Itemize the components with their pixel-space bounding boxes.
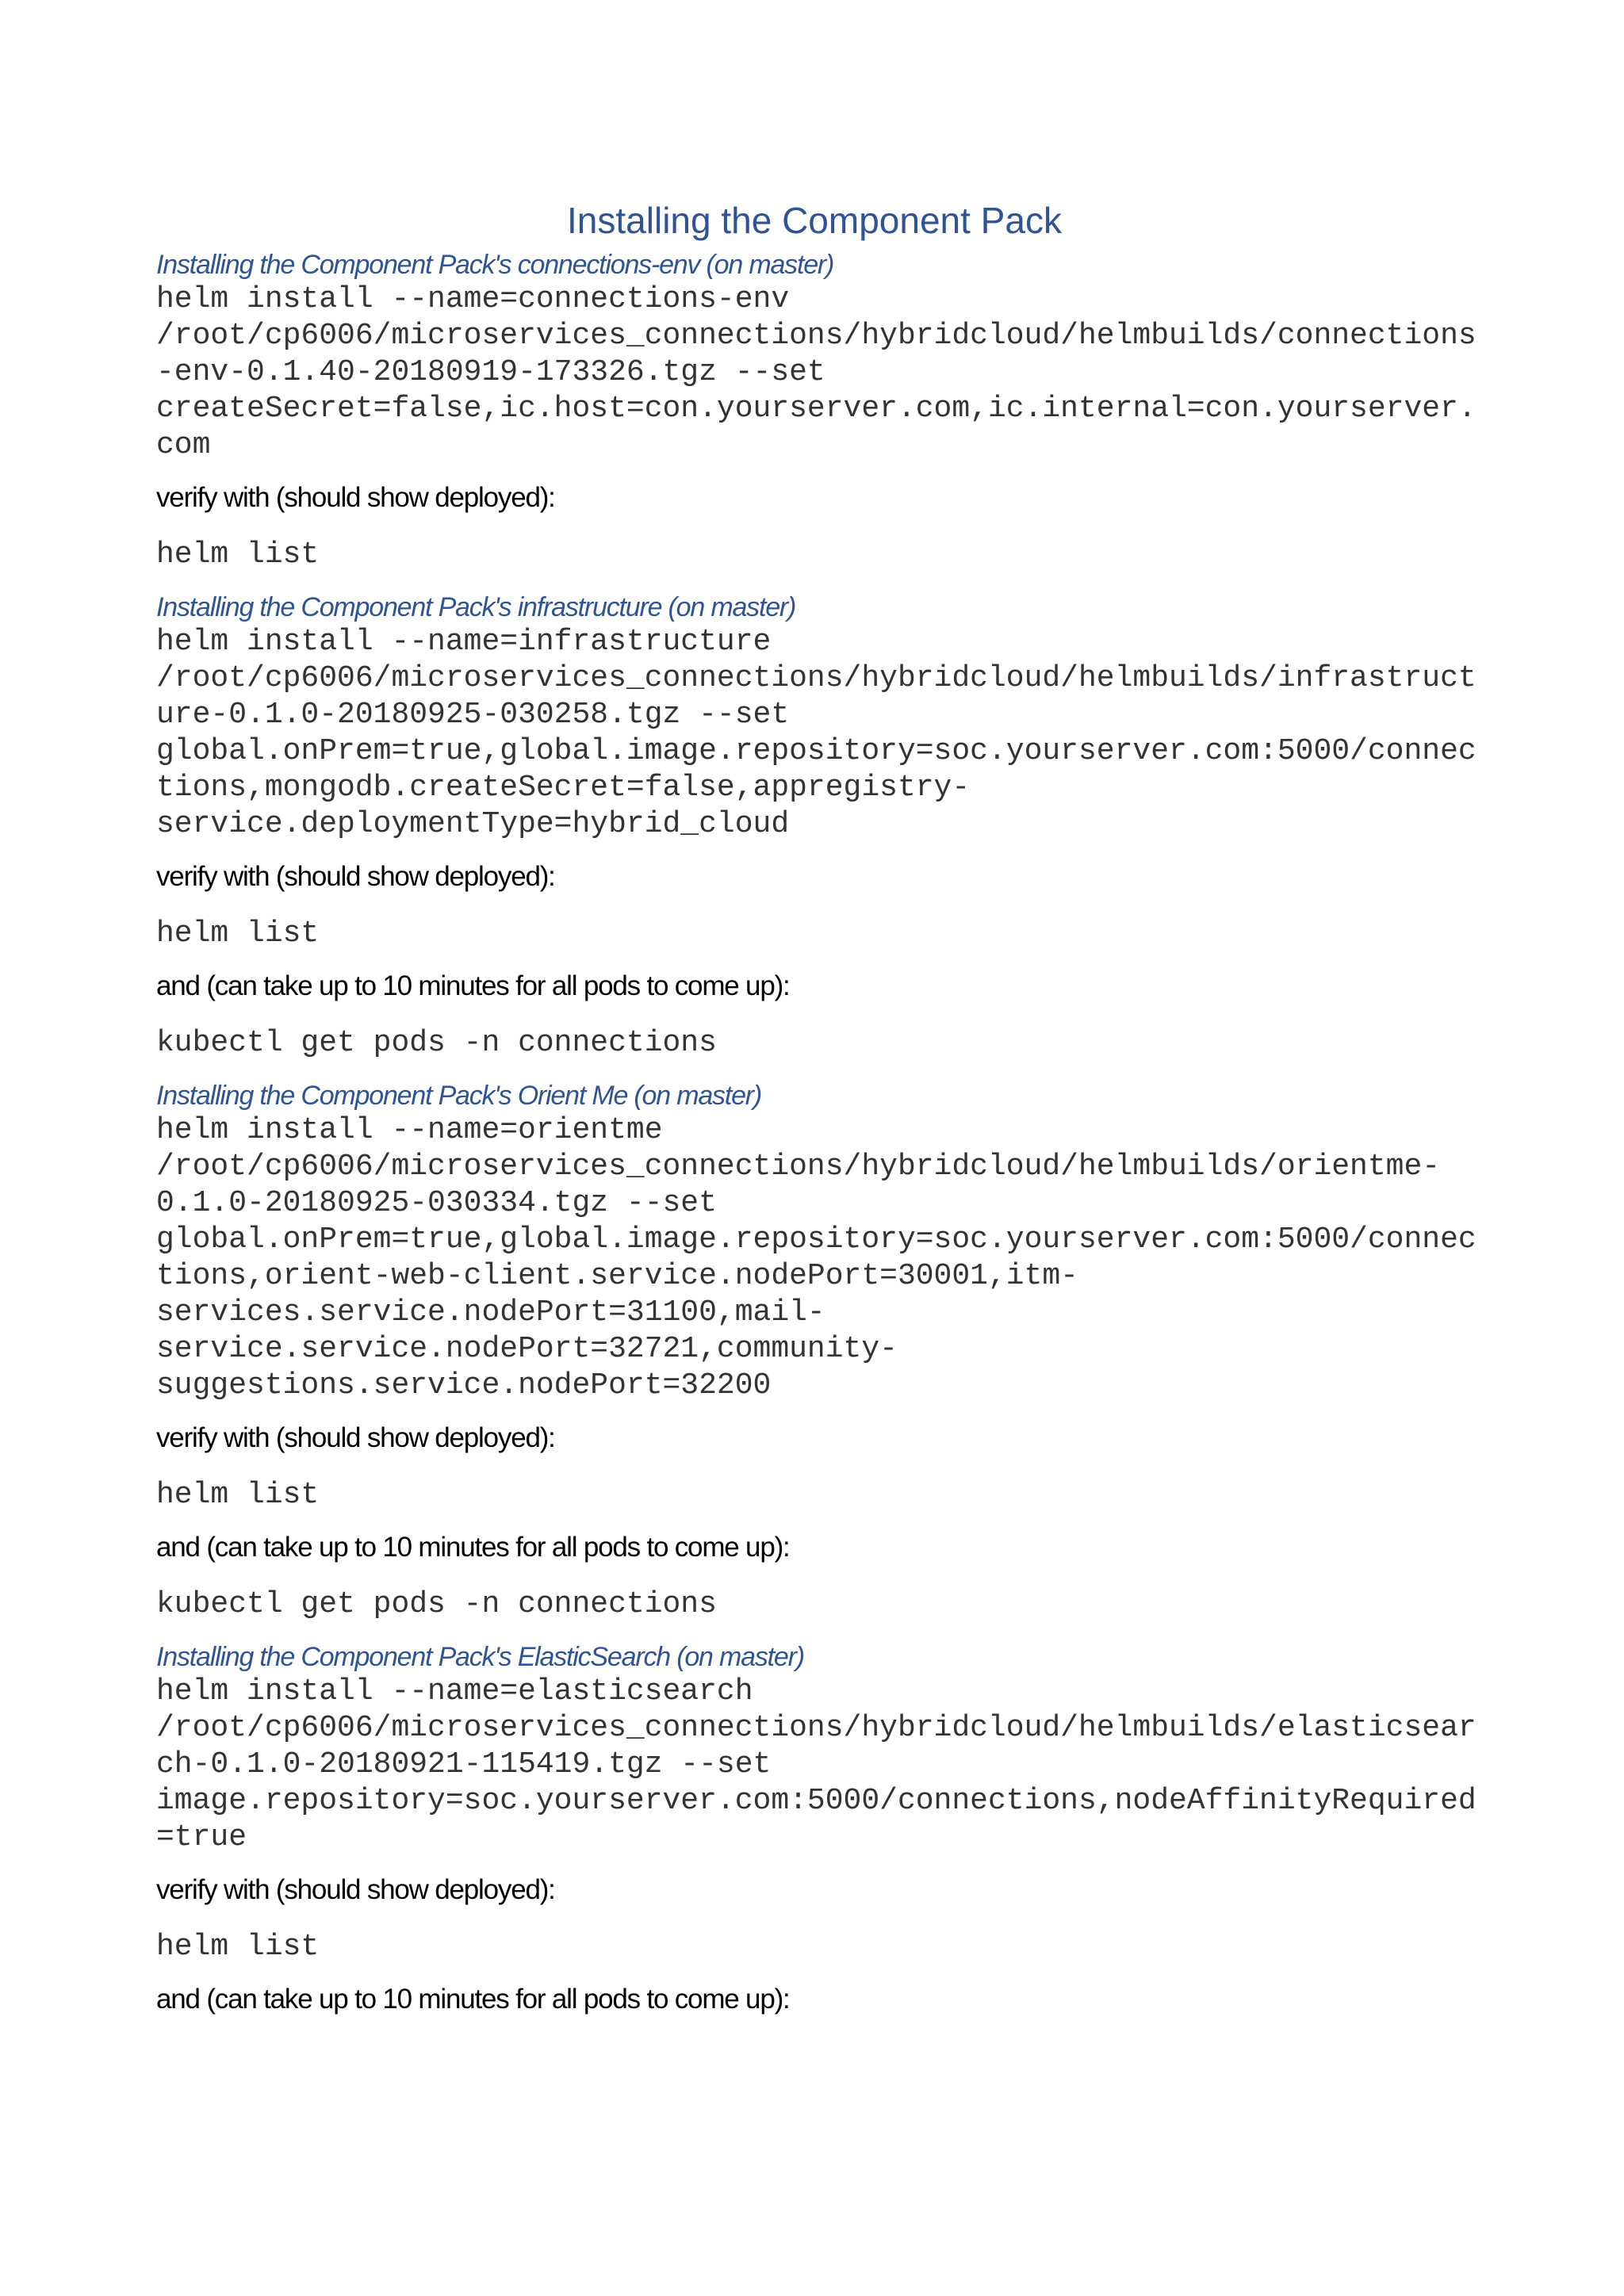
section-elasticsearch (156, 1640, 1477, 2016)
install-command (156, 1112, 1477, 1404)
command-line: global.onPrem=true,global.image.repository=soc.yourserver.com:5000/connec (156, 1223, 1477, 1257)
pods-note: and (can take up to 10 minutes for all pods to come up): (156, 1984, 790, 2015)
command-line: /root/cp6006/microservices_connections/hybridcloud/helmbuilds/connections (156, 319, 1477, 353)
command-line: /root/cp6006/microservices_connections/hybridcloud/helmbuilds/elasticsear (156, 1711, 1477, 1745)
command-line: com (156, 428, 211, 462)
verify-command: helm list (156, 916, 320, 951)
pods-note: and (can take up to 10 minutes for all pods to come up): (156, 1532, 790, 1563)
command-line: tions,mongodb.createSecret=false,appregistry- (156, 771, 971, 805)
command-line: suggestions.service.nodePort=32200 (156, 1368, 772, 1402)
verify-command: helm list (156, 1930, 320, 1964)
command-line: helm install --name=elasticsearch (156, 1674, 753, 1709)
pods-command: kubectl get pods -n connections (156, 1026, 717, 1060)
section-heading: Installing the Component Pack's connections-env (on master) (156, 250, 834, 280)
section-heading: Installing the Component Pack's infrastructure (on master) (156, 592, 796, 622)
command-line: /root/cp6006/microservices_connections/hybridcloud/helmbuilds/orientme- (156, 1150, 1441, 1184)
pods-note: and (can take up to 10 minutes for all pods to come up): (156, 970, 790, 1001)
command-line: helm install --name=connections-env (156, 282, 790, 316)
install-command (156, 1674, 1477, 1856)
command-line: ch-0.1.0-20180921-115419.tgz --set (156, 1747, 772, 1781)
verify-command: helm list (156, 538, 320, 572)
verify-note: verify with (should show deployed): (156, 1422, 555, 1453)
document-content (156, 193, 1477, 2016)
page-title: Installing the Component Pack (567, 200, 1062, 241)
pods-command: kubectl get pods -n connections (156, 1587, 717, 1621)
command-line: 0.1.0-20180925-030334.tgz --set (156, 1186, 717, 1220)
section-orient-me (156, 1079, 1477, 1623)
section-connections-env (156, 248, 1477, 573)
command-line: global.onPrem=true,global.image.repository=soc.yourserver.com:5000/connec (156, 734, 1477, 768)
install-command (156, 624, 1477, 843)
command-line: createSecret=false,ic.host=con.yourserver.com,ic.internal=con.yourserver. (156, 392, 1477, 426)
command-line: tions,orient-web-client.service.nodePort=30001,itm- (156, 1259, 1078, 1293)
verify-note: verify with (should show deployed): (156, 1874, 555, 1905)
command-line: service.deploymentType=hybrid_cloud (156, 807, 790, 841)
section-infrastructure (156, 591, 1477, 1062)
command-line: =true (156, 1820, 247, 1854)
command-line: -env-0.1.40-20180919-173326.tgz --set (156, 355, 825, 389)
verify-command: helm list (156, 1478, 320, 1512)
command-line: image.repository=soc.yourserver.com:5000/connections,nodeAffinityRequired (156, 1784, 1477, 1818)
section-heading: Installing the Component Pack's Orient Me (on master) (156, 1081, 762, 1111)
install-command (156, 281, 1477, 464)
verify-note: verify with (should show deployed): (156, 861, 555, 892)
command-line: helm install --name=infrastructure (156, 625, 772, 659)
verify-note: verify with (should show deployed): (156, 482, 555, 513)
command-line: helm install --name=orientme (156, 1113, 663, 1147)
section-heading: Installing the Component Pack's ElasticSearch (on master) (156, 1642, 804, 1672)
command-line: ure-0.1.0-20180925-030258.tgz --set (156, 698, 790, 732)
command-line: /root/cp6006/microservices_connections/hybridcloud/helmbuilds/infrastruct (156, 661, 1477, 695)
command-line: services.service.nodePort=31100,mail- (156, 1295, 825, 1330)
command-line: service.service.nodePort=32721,community- (156, 1332, 898, 1366)
